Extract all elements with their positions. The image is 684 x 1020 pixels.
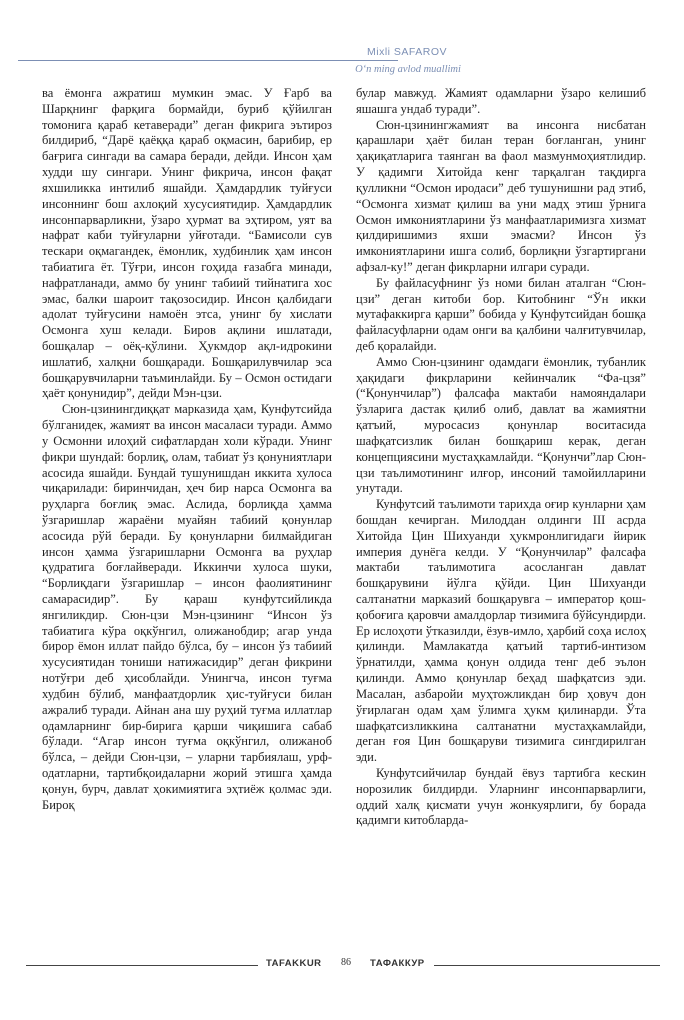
paragraph: Сюн-цзинингдиққат марказида ҳам, Кунфутсийда бўлганидек, жамият ва инсон масаласи туради. Аммо у Осмонни илоҳий сифатлардан холи кўради. Унинг фикри шундай: борлиқ, олам, табиат ўз қонуниятлари асосида яшайди. Бундай тушунишдан иккита хулоса чиқарилади: биринчидан, ҳеч бир нарса Осмонга ва руҳларга боғлиқ эмас. Аслида, борлиқда ҳамма ўзгаришлар жараёни муайян табиий қонунлар асосида рўй беради. Бу қонунларни билмайдиган инсон ҳамма ўзгаришларни Осмонга ва руҳлар қудратига боғлайверади. Иккинчи хулоса шуки, “Борлиқдаги ўзгаришлар – инсон фаолиятининг самарасидир”. Бу қараш кунфутсийликда янгиликдир. Сюн-цзи Мэн-цзининг “Инсон ўз табиатига кўра оқкўнгил, олижанобдир; агар унда бирор ёмон иллат пайдо бўлса, бу – инсон ўз табиий хусусиятидан тониши натижасидир” деган фикрини нотўғри деб ҳисоблайди. Унингча, инсон туғма худбин бўлиб, манфаатдорлик ҳис-туйғуси билан ажралиб туради. Айнан ана шу руҳий туғма иллатлар одамларнинг бир-бирига қарши чиқишига сабаб бўлади. “Агар инсон туғма оқкўнгил, олижаноб бўлса, – дейди Сюн-цзи, – уларни тарбиялаш, урф-одатларни, тартибқоидаларни жорий этишга ҳамда қонун, бурч, давлат ҳокимиятига эҳтиёж қолмас эди. Бироқ [42, 402, 332, 812]
paragraph: ва ёмонга ажратиш мумкин эмас. У Ғарб ва Шарқнинг фарқига бормайди, буриб қўйилган томонига қараб кетаверади” деган фикрига эътироз билдириб, “Дарё қаёққа қараб оқмасин, барибир, ер бағрига сингади ва самара беради, дейди. Инсон ҳам худди шу сингари. Унинг фикрича, инсон фақат яхшиликка интилиб яшайди. Ҳамдардлик туйғуси инсоннинг бош ахлоқий хусусиятидир. Ҳамдардлик инсонпарварликни, ўзаро ҳурмат ва эҳтиром, уят ва нафрат каби туйғуларни уйғотади. “Бамисоли сув тескари оқмагандек, ёмонлик, худбинлик ҳам инсон табиатига ёт. Тўғри, инсон гоҳида ғазабга минади, нафратланади, аммо бу унинг табиий тийнатига хос эмас, балки шароит тақозосидир. Инсон қалбидаги адолат туйғусини намоён этса, унинг бу хислати Осмонга хуш келади. Биров ақлини ишлатади, бошқалар – оёқ-қўлини. Ҳукмдор ақл-идрокини ишлатиб, халқни бошқаради. Бошқарилувчилар эса бошқарувчиларни таъминлайди. Бу – Осмон остидаги ҳаёт қонунидир”, дейди Мэн-цзи. [42, 86, 332, 401]
header-rule [18, 60, 398, 61]
paragraph: Сюн-цзинингжамият ва инсонга нисбатан қарашлари ҳаёт билан теран боғланган, унинг ҳақиқатларига таянган ва фаол мазмунмоҳиятлидир. У қадимги Хитойда кенг тарқалган тақдирга қулликни “Осмон иродаси” деб тушунишни рад этиб, “Осмонга хизмат қилиш ва уни мадҳ этиш ўрнига Осмон имкониятларини ўз манфаатларимизга хизмат қилдиришимиз яхши эмасми? Инсон ўз имкониятларини ишга солиб, борлиқни ўзгартиргани афзал-ку!” деган фикрларни илгари суради. [356, 117, 646, 274]
footer-magazine-cyrillic: ТАФАККУР [370, 958, 425, 969]
paragraph: Кунфутсий таълимоти тарихда оғир кунларни ҳам бошдан кечирган. Милоддан олдинги III асрда Хитойда Цин Шихуанди ҳукмронлигидаги йирик империя дунёга келди. У “Қонунчилар” фалсафа мактаби таълимотига асосланган давлат бошқарувини йўлга қўйди. Цин Шихуанди салтанатни марказий бошқарувга – император қош-қобоғига қаровчи амалдорлар тизимига бўйсундирди. Ер ислоҳоти ўтказилди, ёзув-имло, ҳарбий соҳа ислоҳ қилинди. Мамлакатда қатъий тартиб-интизом ўрнатилди, ҳамма қонун олдида тенг деб эълон қилинди. Аммо қонунлар беҳад шафқатсиз эди. Масалан, азбаройи муҳтожликдан бир ҳовуч дон ўғирлаган одам ҳам ўлимга ҳукм қилинарди. Ўта шафқатсизликкина салтанатни мустаҳкамлайди, деган ғоя Цин бошқаруви тизимига сингдирилган эди. [356, 497, 646, 765]
left-column [42, 86, 332, 813]
page-footer [0, 956, 684, 976]
paragraph: булар мавжуд. Жамият одамларни ўзаро келишиб яшашга ундаб туради”. [356, 86, 646, 116]
header-author: Mixli SAFAROV [366, 46, 447, 58]
paragraph: Аммо Сюн-цзининг одамдаги ёмонлик, тубанлик ҳақидаги фикрларини кейинчалик “Фа-цзя” (“Қонунчилар”) фалсафа мактаби намояндалари ўзларига дастак қилиб олиб, давлат ва жамиятни қатъий, муросасиз қонунлар воситасида шафқатсизлик билан бошқариш керак, деган концепциясини мустаҳкамлайди. “Қонунчи”лар Сюн-цзи таълимотининг илғор, инсоний тамойилларини унутади. [356, 354, 646, 496]
article-body [42, 86, 660, 946]
footer-rule-left [26, 965, 258, 966]
running-header [0, 42, 684, 82]
footer-magazine-latin: TAFAKKUR [266, 958, 322, 969]
paragraph: Бу файласуфнинг ўз номи билан аталган “Сюн-цзи” деган китоби бор. Китобнинг “Ўн икки мутафаккирга қарши” бобида у Кунфутсийдан бошқа файласуфларни одам онги ва қалбини чалғитувчилар, деб қоралайди. [356, 275, 646, 353]
header-subtitle: O‘n ming avlod muallimi [355, 64, 461, 75]
paragraph: Кунфутсийчилар бундай ёвуз тартибга кескин норозилик билдирди. Уларнинг инсонпарварлиги, оддий халқ қисмати учун жонкуярлиги, бу борада қадимги китобларда- [356, 765, 646, 828]
page-number: 86 [341, 957, 351, 968]
right-column [356, 86, 646, 829]
footer-rule-right [434, 965, 660, 966]
